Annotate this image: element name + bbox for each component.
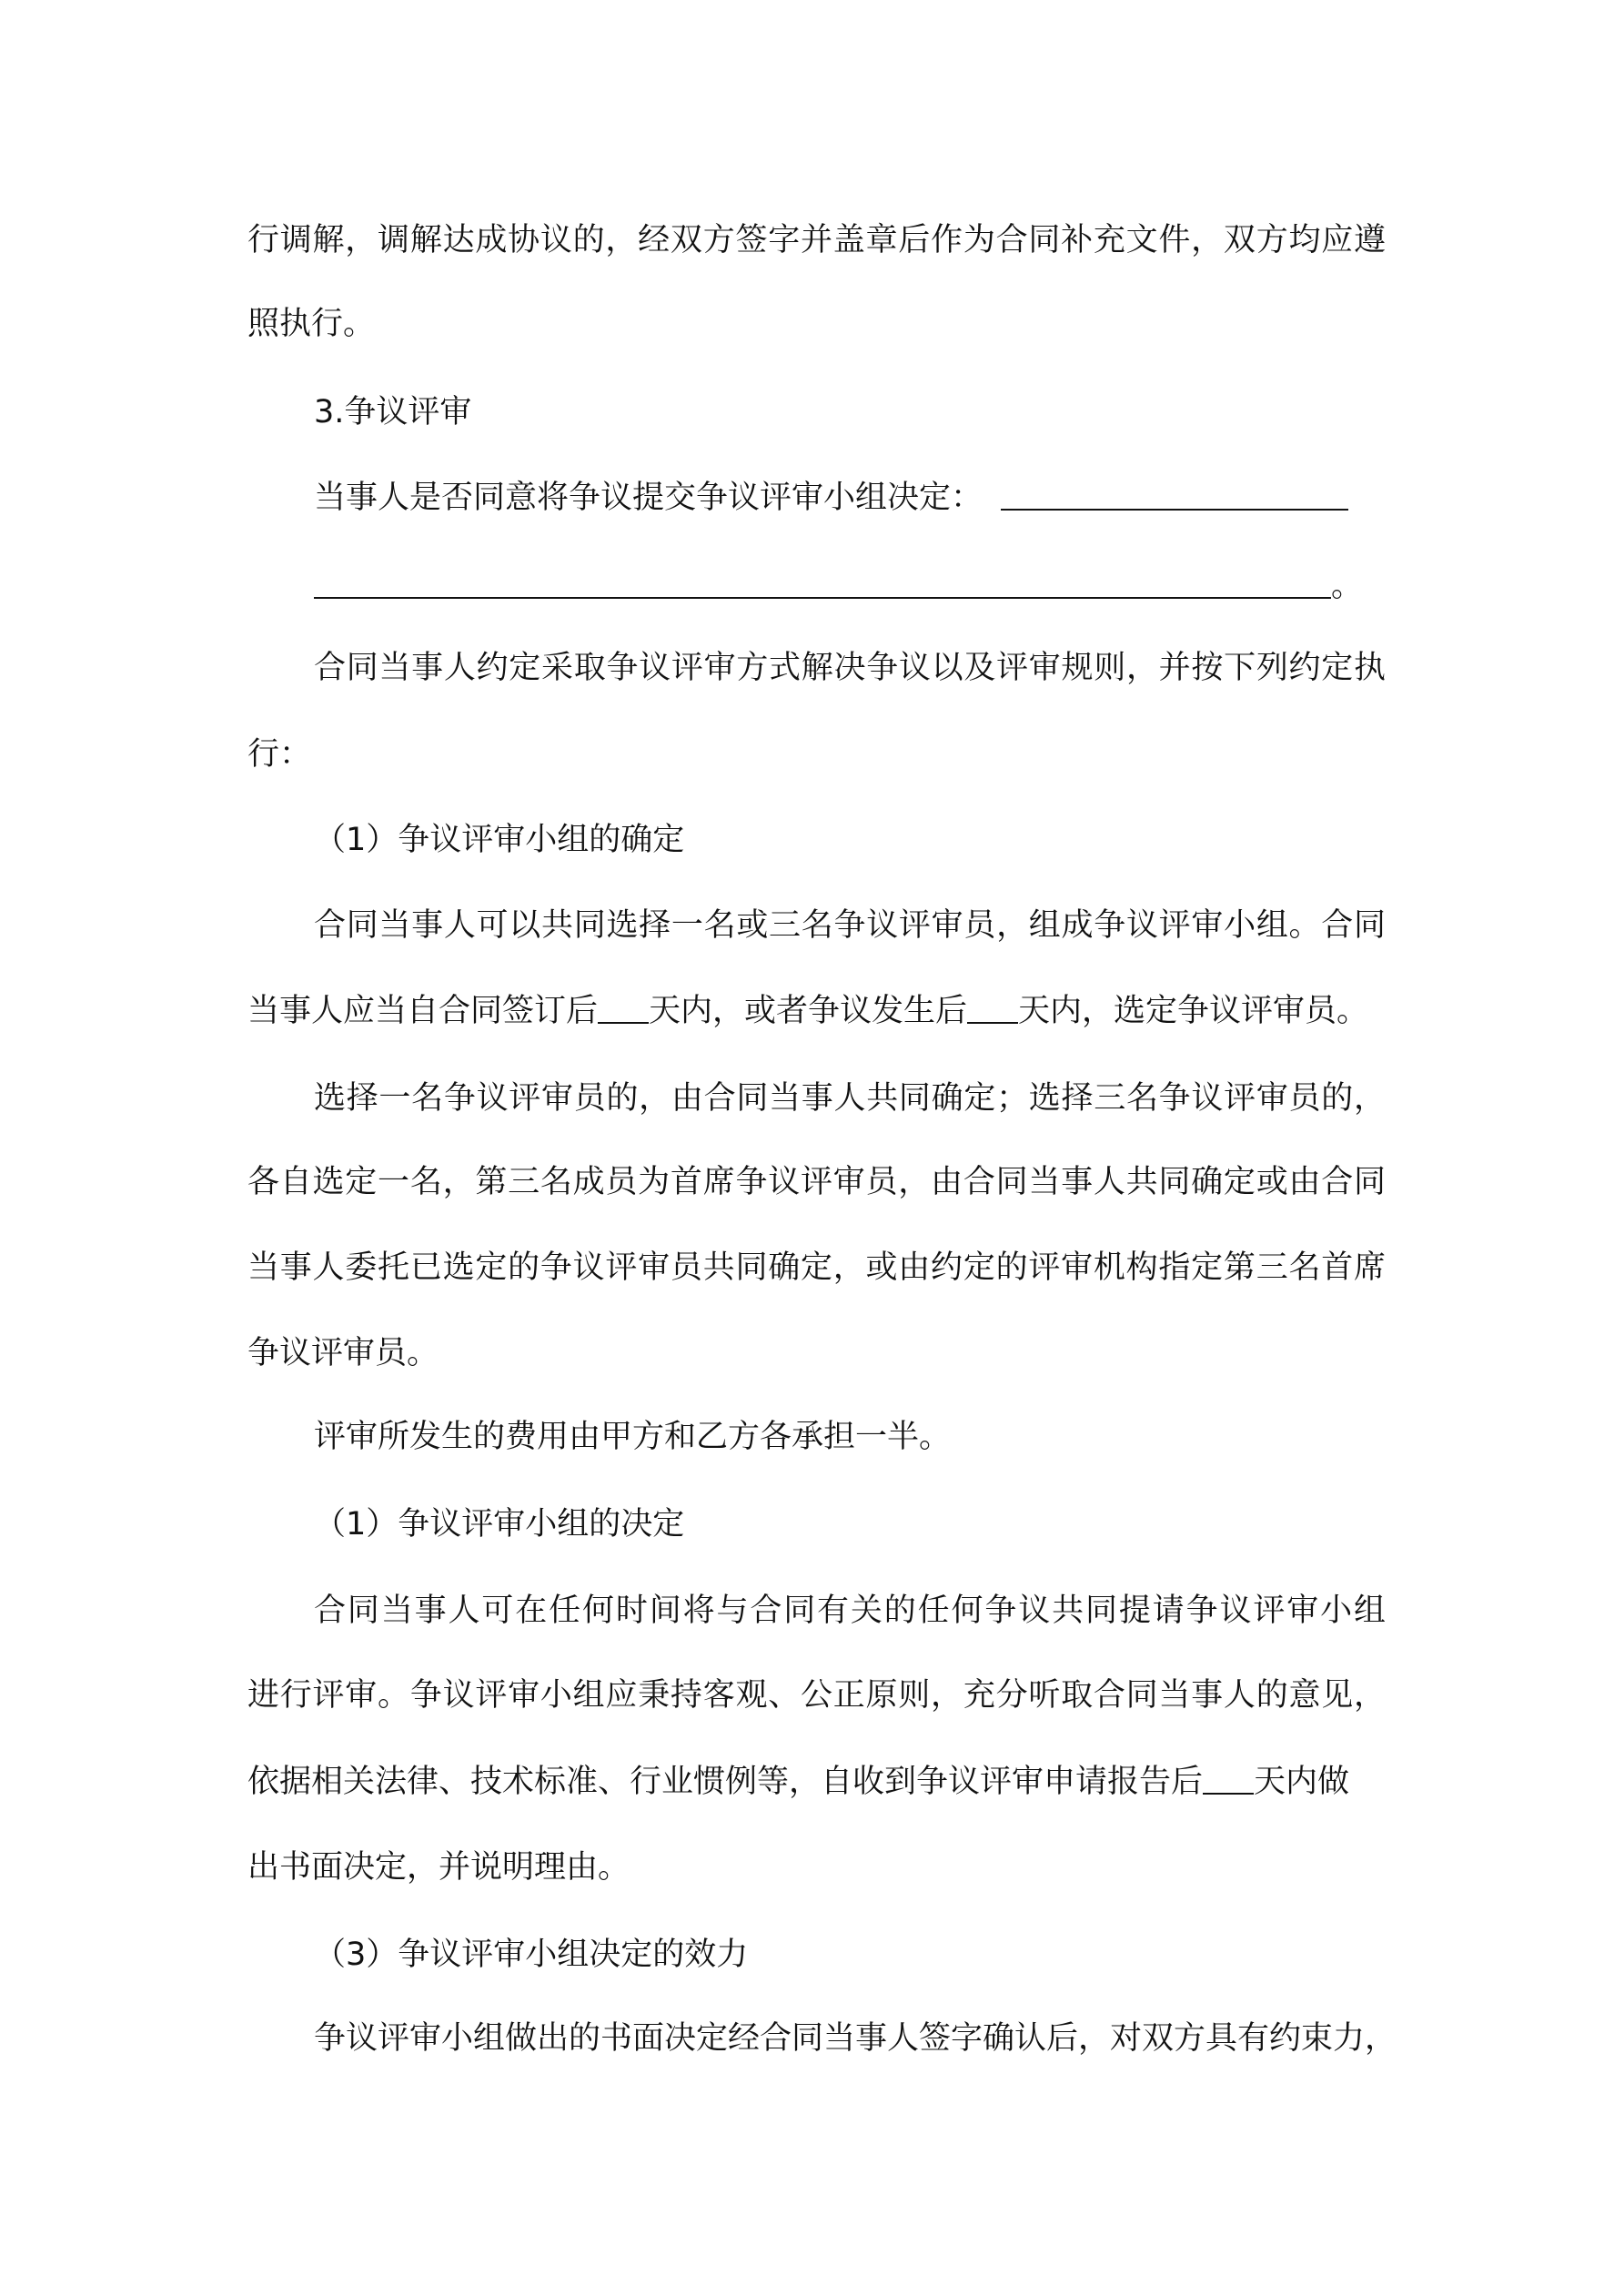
paragraph-line — [314, 478, 1348, 518]
paragraph-line: 各自选定一名，第三名成员为首席争议评审员，由合同当事人共同确定或由合同 — [247, 1164, 1386, 1200]
paragraph-line: 合同当事人可以共同选择一名或三名争议评审员，组成争议评审小组。合同 — [314, 907, 1386, 944]
subsection-heading: （3）争议评审小组决定的效力 — [314, 1937, 749, 1973]
paragraph-line: 出书面决定，并说明理由。 — [247, 1849, 630, 1886]
paragraph-line: 进行评审。争议评审小组应秉持客观、公正原则，充分听取合同当事人的意见， — [247, 1677, 1386, 1714]
text-segment: 当事人应当自合同签订后 — [247, 993, 599, 1029]
paragraph-line: 合同当事人约定采取争议评审方式解决争议以及评审规则，并按下列约定执 — [314, 650, 1386, 686]
paragraph-line — [314, 566, 1363, 606]
text-segment: 天内，选定争议评审员。 — [1018, 993, 1369, 1029]
section-heading: 3.争议评审 — [314, 394, 472, 430]
text-segment: 天内，或者争议发生后 — [649, 993, 968, 1029]
subsection-heading: （1）争议评审小组的确定 — [314, 822, 685, 858]
paragraph-line — [247, 991, 1368, 1031]
fill-blank[interactable] — [314, 566, 1331, 599]
text-segment: 天内做 — [1254, 1764, 1350, 1800]
paragraph-line: 评审所发生的费用由甲方和乙方各承担一半。 — [314, 1419, 952, 1455]
fill-blank-days[interactable] — [1203, 1762, 1254, 1795]
paragraph-line: 照执行。 — [247, 306, 376, 342]
subsection-heading: （1）争议评审小组的决定 — [314, 1506, 685, 1542]
paragraph-line: 行调解，调解达成协议的，经双方签字并盖章后作为合同补充文件，双方均应遵 — [247, 222, 1386, 258]
paragraph-line: 争议评审小组做出的书面决定经合同当事人签字确认后，对双方具有约束力， — [314, 2020, 1397, 2057]
paragraph-line: 当事人委托已选定的争议评审员共同确定，或由约定的评审机构指定第三名首席 — [247, 1249, 1386, 1286]
period-text: 。 — [1331, 568, 1364, 604]
text-segment: 依据相关法律、技术标准、行业惯例等，自收到争议评审申请报告后 — [247, 1764, 1204, 1800]
paragraph-line: 合同当事人可在任何时间将与合同有关的任何争议共同提请争议评审小组 — [314, 1593, 1386, 1629]
paragraph-line: 争议评审员。 — [247, 1335, 439, 1371]
paragraph-line: 行： — [247, 736, 312, 773]
fill-blank-days[interactable] — [967, 991, 1018, 1024]
paragraph-line: 选择一名争议评审员的，由合同当事人共同确定；选择三名争议评审员的， — [314, 1080, 1386, 1117]
paragraph-line — [247, 1762, 1349, 1802]
fill-blank-days[interactable] — [598, 991, 649, 1024]
question-text: 当事人是否同意将争议提交争议评审小组决定： — [314, 480, 983, 516]
fill-blank[interactable] — [1001, 478, 1348, 511]
